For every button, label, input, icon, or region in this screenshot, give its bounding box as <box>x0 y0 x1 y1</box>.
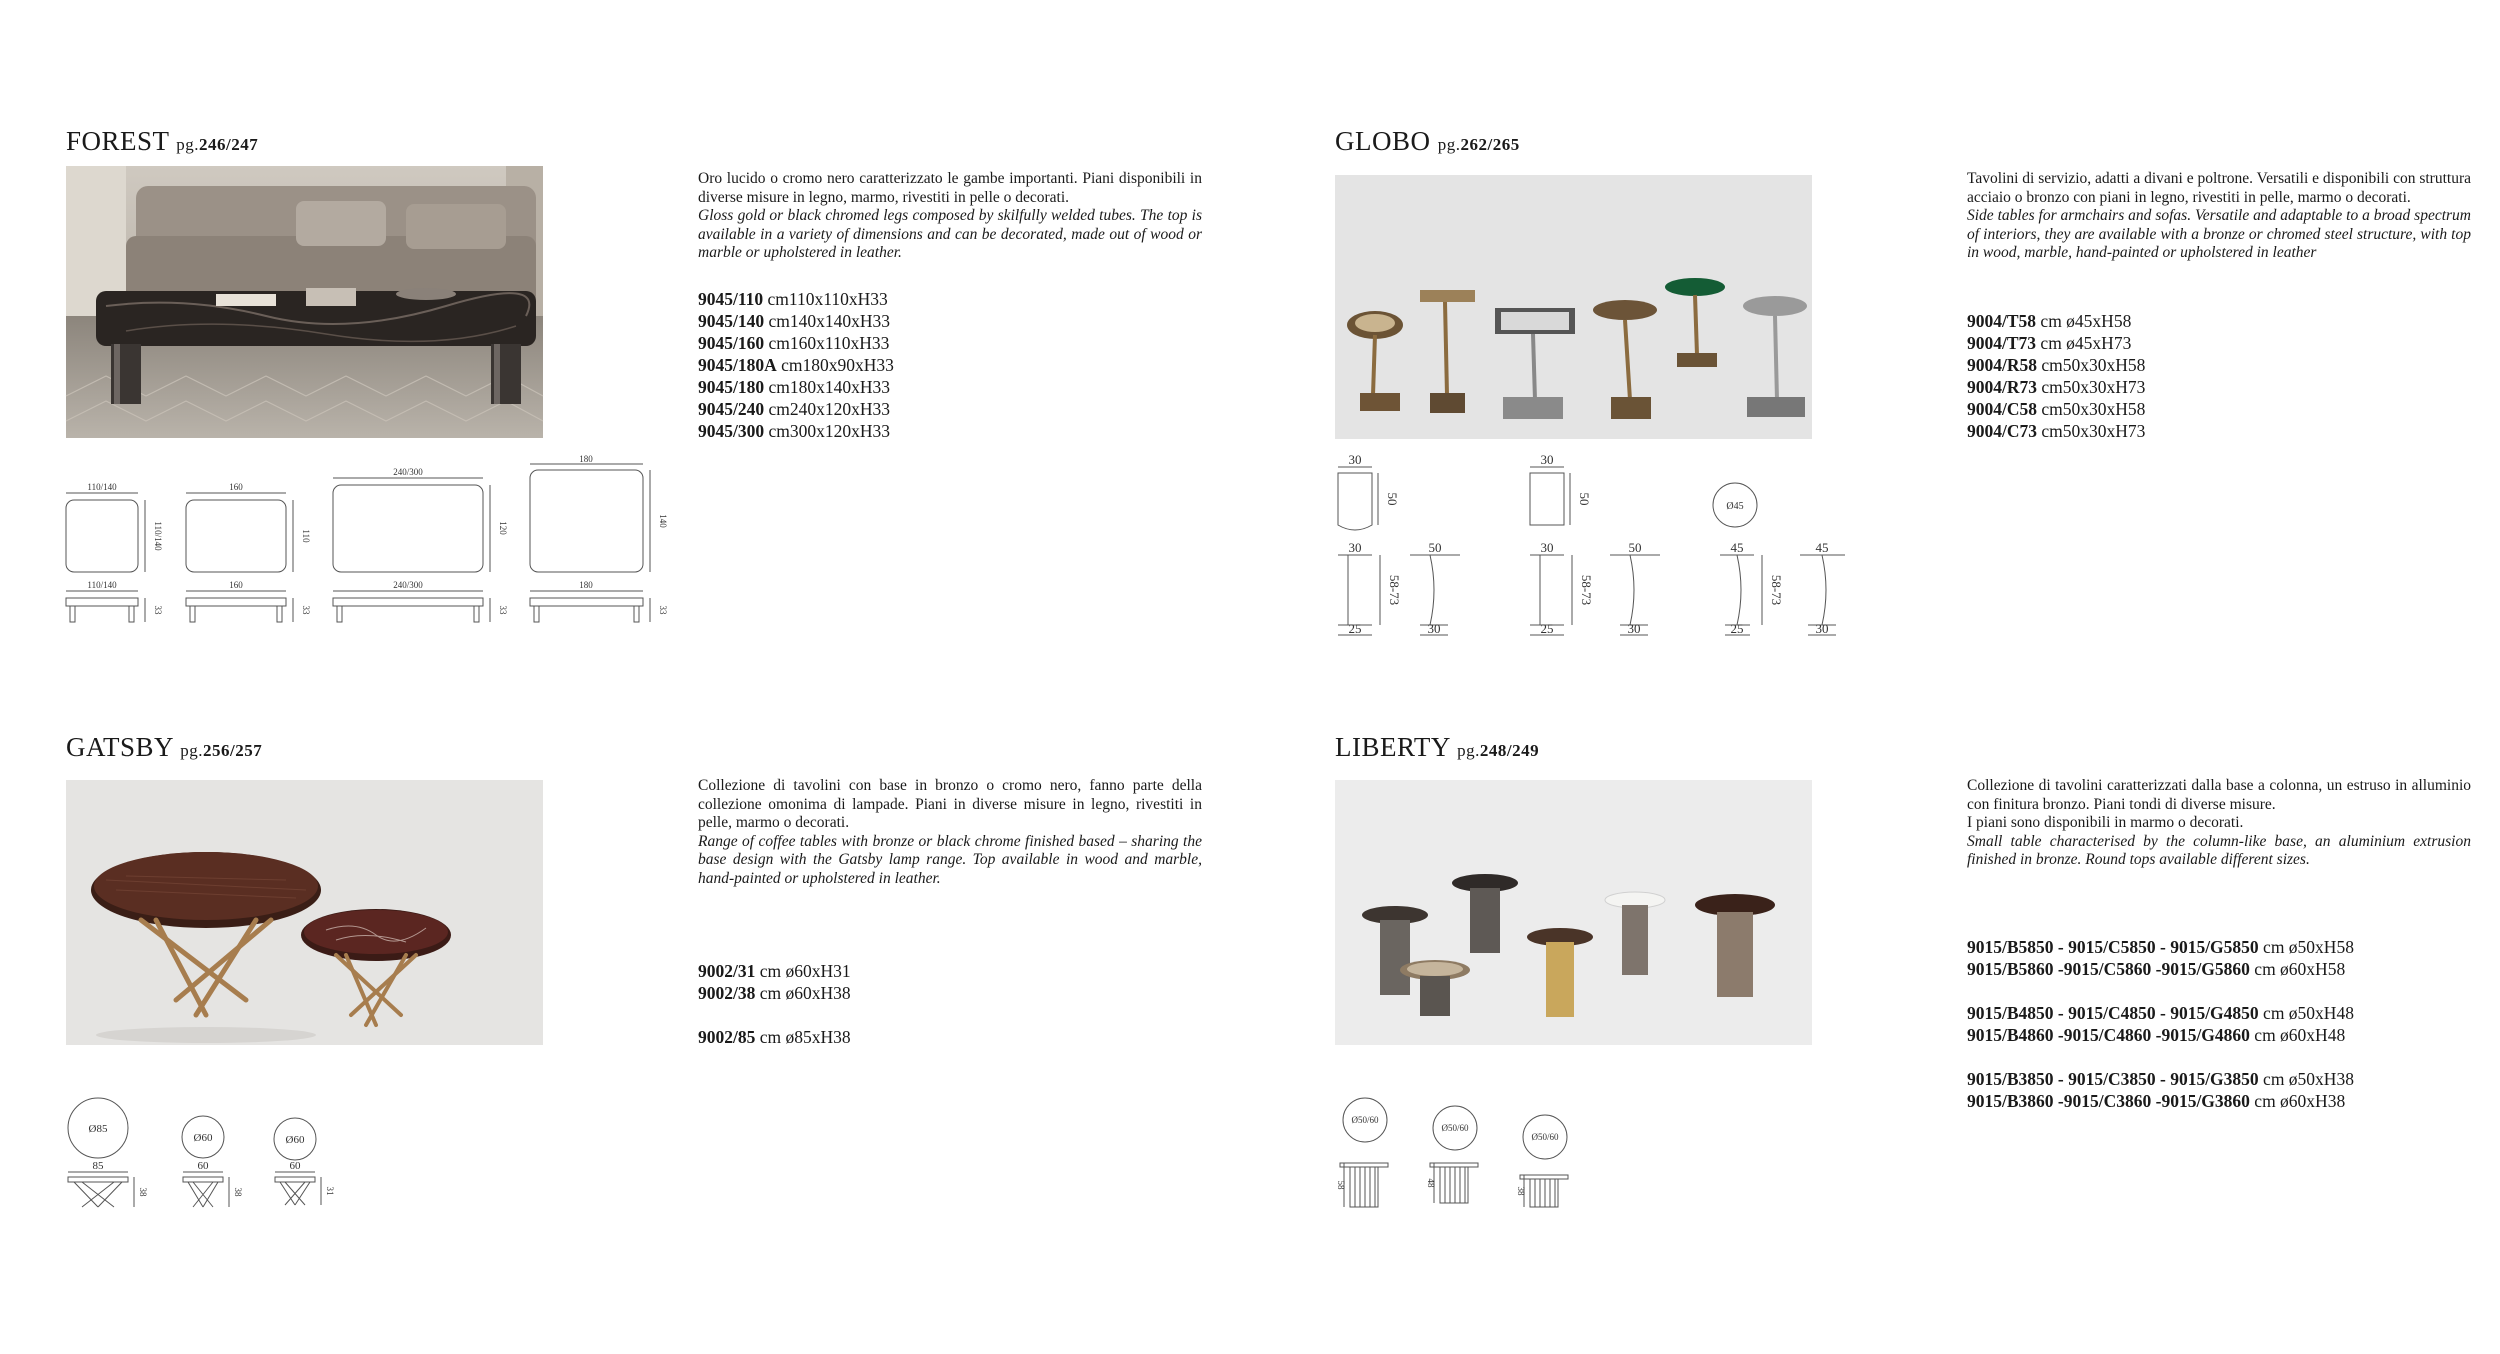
globo-dim-label: 58-73 <box>1387 574 1402 606</box>
globo-page-number: 262/265 <box>1460 135 1520 154</box>
globo-dim-label: 30 <box>1540 452 1554 467</box>
forest-dim-label: 120 <box>498 521 508 535</box>
liberty-code-gap <box>1967 1046 2354 1068</box>
gatsby-desc-it: Collezione di tavolini con base in bronzo o cromo nero, fanno parte della collezione omonima di lampade. Piani in diverse misure in legno, rivestiti in pelle, marmo o decorati. <box>698 777 1202 831</box>
liberty-dim-label: Ø50/60 <box>1531 1132 1559 1142</box>
gatsby-code-row: 9002/38 cm ø60xH38 <box>698 983 851 1003</box>
forest-technical-drawings <box>60 454 680 635</box>
gatsby-pg-prefix: pg. <box>180 741 204 760</box>
globo-code-row: 9004/T58 cm ø45xH58 <box>1967 311 2132 331</box>
globo-dim-label: 25 <box>1540 621 1554 636</box>
globo-dim-label: 50 <box>1385 492 1400 506</box>
liberty-code-row: 9015/B3860 -9015/C3860 -9015/G3860 cm ø60xH38 <box>1967 1091 2346 1111</box>
liberty-name: LIBERTY <box>1335 732 1450 762</box>
forest-dim-label: 110 <box>301 529 311 543</box>
liberty-code-row: 9015/B3850 - 9015/C3850 - 9015/G3850 cm ø50xH38 <box>1967 1069 2354 1089</box>
liberty-pg-prefix: pg. <box>1457 741 1480 760</box>
gatsby-dim-label: Ø85 <box>88 1123 108 1135</box>
gatsby-technical-drawings <box>60 1095 350 1215</box>
gatsby-code-row: 9002/31 cm ø60xH31 <box>698 961 851 981</box>
forest-description <box>698 170 1202 263</box>
globo-dim-label: Ø45 <box>1726 501 1744 512</box>
forest-dim-label: 33 <box>301 605 311 615</box>
globo-name: GLOBO <box>1335 126 1431 156</box>
liberty-code-row: 9015/B5860 -9015/C5860 -9015/G5860 cm ø60xH58 <box>1967 959 2346 979</box>
globo-dim-label: 45 <box>1815 540 1829 555</box>
globo-dim-label: 30 <box>1348 452 1362 467</box>
globo-dim-label: 58-73 <box>1769 574 1784 606</box>
forest-dim-label: 140 <box>658 514 668 528</box>
globo-dim-label: 58-73 <box>1579 574 1594 606</box>
forest-dim-label: 160 <box>229 482 243 492</box>
globo-dim-label: 30 <box>1427 621 1441 636</box>
globo-title <box>1335 126 1520 157</box>
gatsby-dim-label: 60 <box>197 1160 209 1172</box>
globo-dim-label: 30 <box>1815 621 1829 636</box>
liberty-dim-label: Ø50/60 <box>1351 1115 1379 1125</box>
gatsby-code-gap <box>698 1004 851 1026</box>
forest-code-row: 9045/110 cm110x110xH33 <box>698 289 888 309</box>
liberty-desc-en: Small table characterised by the column-like base, an aluminium extrusion finished in bronze. Round tops available different sizes. <box>1967 832 2471 868</box>
liberty-dim-label: 48 <box>1426 1178 1436 1188</box>
gatsby-dim-label: Ø60 <box>285 1134 305 1146</box>
liberty-code-gap <box>1967 980 2354 1002</box>
liberty-code-row: 9015/B4850 - 9015/C4850 - 9015/G4850 cm ø50xH48 <box>1967 1003 2354 1023</box>
globo-dim-label: 50 <box>1428 540 1442 555</box>
forest-code-row: 9045/160 cm160x110xH33 <box>698 333 890 353</box>
forest-photo <box>66 166 543 438</box>
forest-dim-label: 180 <box>579 580 593 590</box>
gatsby-desc-en: Range of coffee tables with bronze or black chrome finished based – sharing the base design with the Gatsby lamp range. Top available in wood and marble, hand-painted or upholstered in leather. <box>698 832 1202 887</box>
forest-dim-label: 33 <box>153 605 163 615</box>
forest-dim-label: 110/140 <box>87 580 117 590</box>
forest-dim-label: 33 <box>658 605 668 615</box>
globo-code-row: 9004/C58 cm50x30xH58 <box>1967 399 2146 419</box>
forest-pg-prefix: pg. <box>176 135 200 154</box>
gatsby-dim-label: 31 <box>325 1186 335 1196</box>
gatsby-dim-label: 38 <box>233 1187 243 1197</box>
liberty-dim-label: 38 <box>1516 1186 1526 1196</box>
gatsby-code-row: 9002/85 cm ø85xH38 <box>698 1027 851 1047</box>
globo-code-list <box>1967 310 2145 442</box>
globo-code-row: 9004/R58 cm50x30xH58 <box>1967 355 2146 375</box>
globo-code-row: 9004/C73 cm50x30xH73 <box>1967 421 2146 441</box>
liberty-page-number: 248/249 <box>1479 741 1540 760</box>
globo-dim-label: 25 <box>1730 621 1744 636</box>
liberty-code-list <box>1967 936 2354 1112</box>
gatsby-photo <box>66 780 543 1045</box>
forest-code-row: 9045/140 cm140x140xH33 <box>698 311 891 331</box>
liberty-dim-label: Ø50/60 <box>1441 1123 1469 1133</box>
globo-description <box>1967 170 2471 263</box>
globo-dim-label: 30 <box>1348 540 1362 555</box>
forest-desc-it: Oro lucido o cromo nero caratterizzato le gambe importanti. Piani disponibili in diverse misure in legno, marmo, rivestiti in pelle o decorati. <box>698 170 1202 206</box>
forest-code-row: 9045/300 cm300x120xH33 <box>698 421 891 441</box>
globo-dim-label: 30 <box>1627 621 1641 636</box>
forest-code-list <box>698 288 894 442</box>
gatsby-description <box>698 777 1202 888</box>
globo-code-row: 9004/T73 cm ø45xH73 <box>1967 333 2132 353</box>
forest-dim-label: 160 <box>229 580 243 590</box>
liberty-desc-it: Collezione di tavolini caratterizzati dalla base a colonna, un estruso in alluminio con finitura bronzo. Piani tondi di diverse misure. <box>1967 777 2471 813</box>
forest-page-number: 246/247 <box>199 135 259 154</box>
globo-dim-label: 30 <box>1540 540 1554 555</box>
globo-dim-label: 50 <box>1577 492 1592 506</box>
liberty-dim-label: 58 <box>1336 1180 1346 1190</box>
forest-code-row: 9045/180A cm180x90xH33 <box>698 355 894 375</box>
liberty-code-row: 9015/B5850 - 9015/C5850 - 9015/G5850 cm ø50xH58 <box>1967 937 2354 957</box>
globo-technical-drawings <box>1330 452 1870 645</box>
forest-dim-label: 33 <box>498 605 508 615</box>
liberty-desc-it-2: I piani sono disponibili in marmo o decorati. <box>1967 814 2244 831</box>
forest-code-row: 9045/180 cm180x140xH33 <box>698 377 891 397</box>
forest-dim-label: 110/140 <box>153 521 163 551</box>
forest-title <box>66 126 258 157</box>
globo-dim-label: 50 <box>1628 540 1642 555</box>
gatsby-dim-label: 60 <box>289 1160 301 1172</box>
liberty-technical-drawings <box>1330 1095 1600 1215</box>
liberty-title <box>1335 732 1539 763</box>
globo-desc-en: Side tables for armchairs and sofas. Versatile and adaptable to a broad spectrum of interiors, they are available with a bronze or chromed steel structure, with top in wood, marble, hand-painted or upholstered in leather <box>1967 207 2471 261</box>
gatsby-title <box>66 732 262 763</box>
gatsby-dim-label: Ø60 <box>193 1132 213 1144</box>
gatsby-dim-label: 85 <box>92 1160 104 1172</box>
gatsby-name: GATSBY <box>66 732 174 762</box>
globo-desc-it: Tavolini di servizio, adatti a divani e poltrone. Versatili e disponibili con struttura acciaio o bronzo con piani in legno, rivestiti in pelle, marmo o decorati. <box>1967 170 2471 206</box>
globo-dim-label: 45 <box>1730 540 1744 555</box>
globo-code-row: 9004/R73 cm50x30xH73 <box>1967 377 2146 397</box>
forest-code-row: 9045/240 cm240x120xH33 <box>698 399 891 419</box>
gatsby-code-list <box>698 960 851 1048</box>
forest-dim-label: 240/300 <box>393 580 423 590</box>
gatsby-page-number: 256/257 <box>203 741 263 760</box>
forest-dim-label: 180 <box>579 454 593 464</box>
globo-photo <box>1335 175 1812 439</box>
forest-desc-en: Gloss gold or black chromed legs composed by skilfully welded tubes. The top is available in a variety of dimensions and can be decorated, made out of wood or marble or upholstered in leather. <box>698 207 1202 261</box>
globo-dim-label: 25 <box>1348 621 1362 636</box>
forest-dim-label: 240/300 <box>393 467 423 477</box>
globo-pg-prefix: pg. <box>1437 135 1461 154</box>
liberty-description <box>1967 777 2471 870</box>
gatsby-dim-label: 38 <box>138 1187 148 1197</box>
forest-name: FOREST <box>66 126 170 156</box>
liberty-code-row: 9015/B4860 -9015/C4860 -9015/G4860 cm ø60xH48 <box>1967 1025 2346 1045</box>
forest-dim-label: 110/140 <box>87 482 117 492</box>
liberty-photo <box>1335 780 1812 1045</box>
